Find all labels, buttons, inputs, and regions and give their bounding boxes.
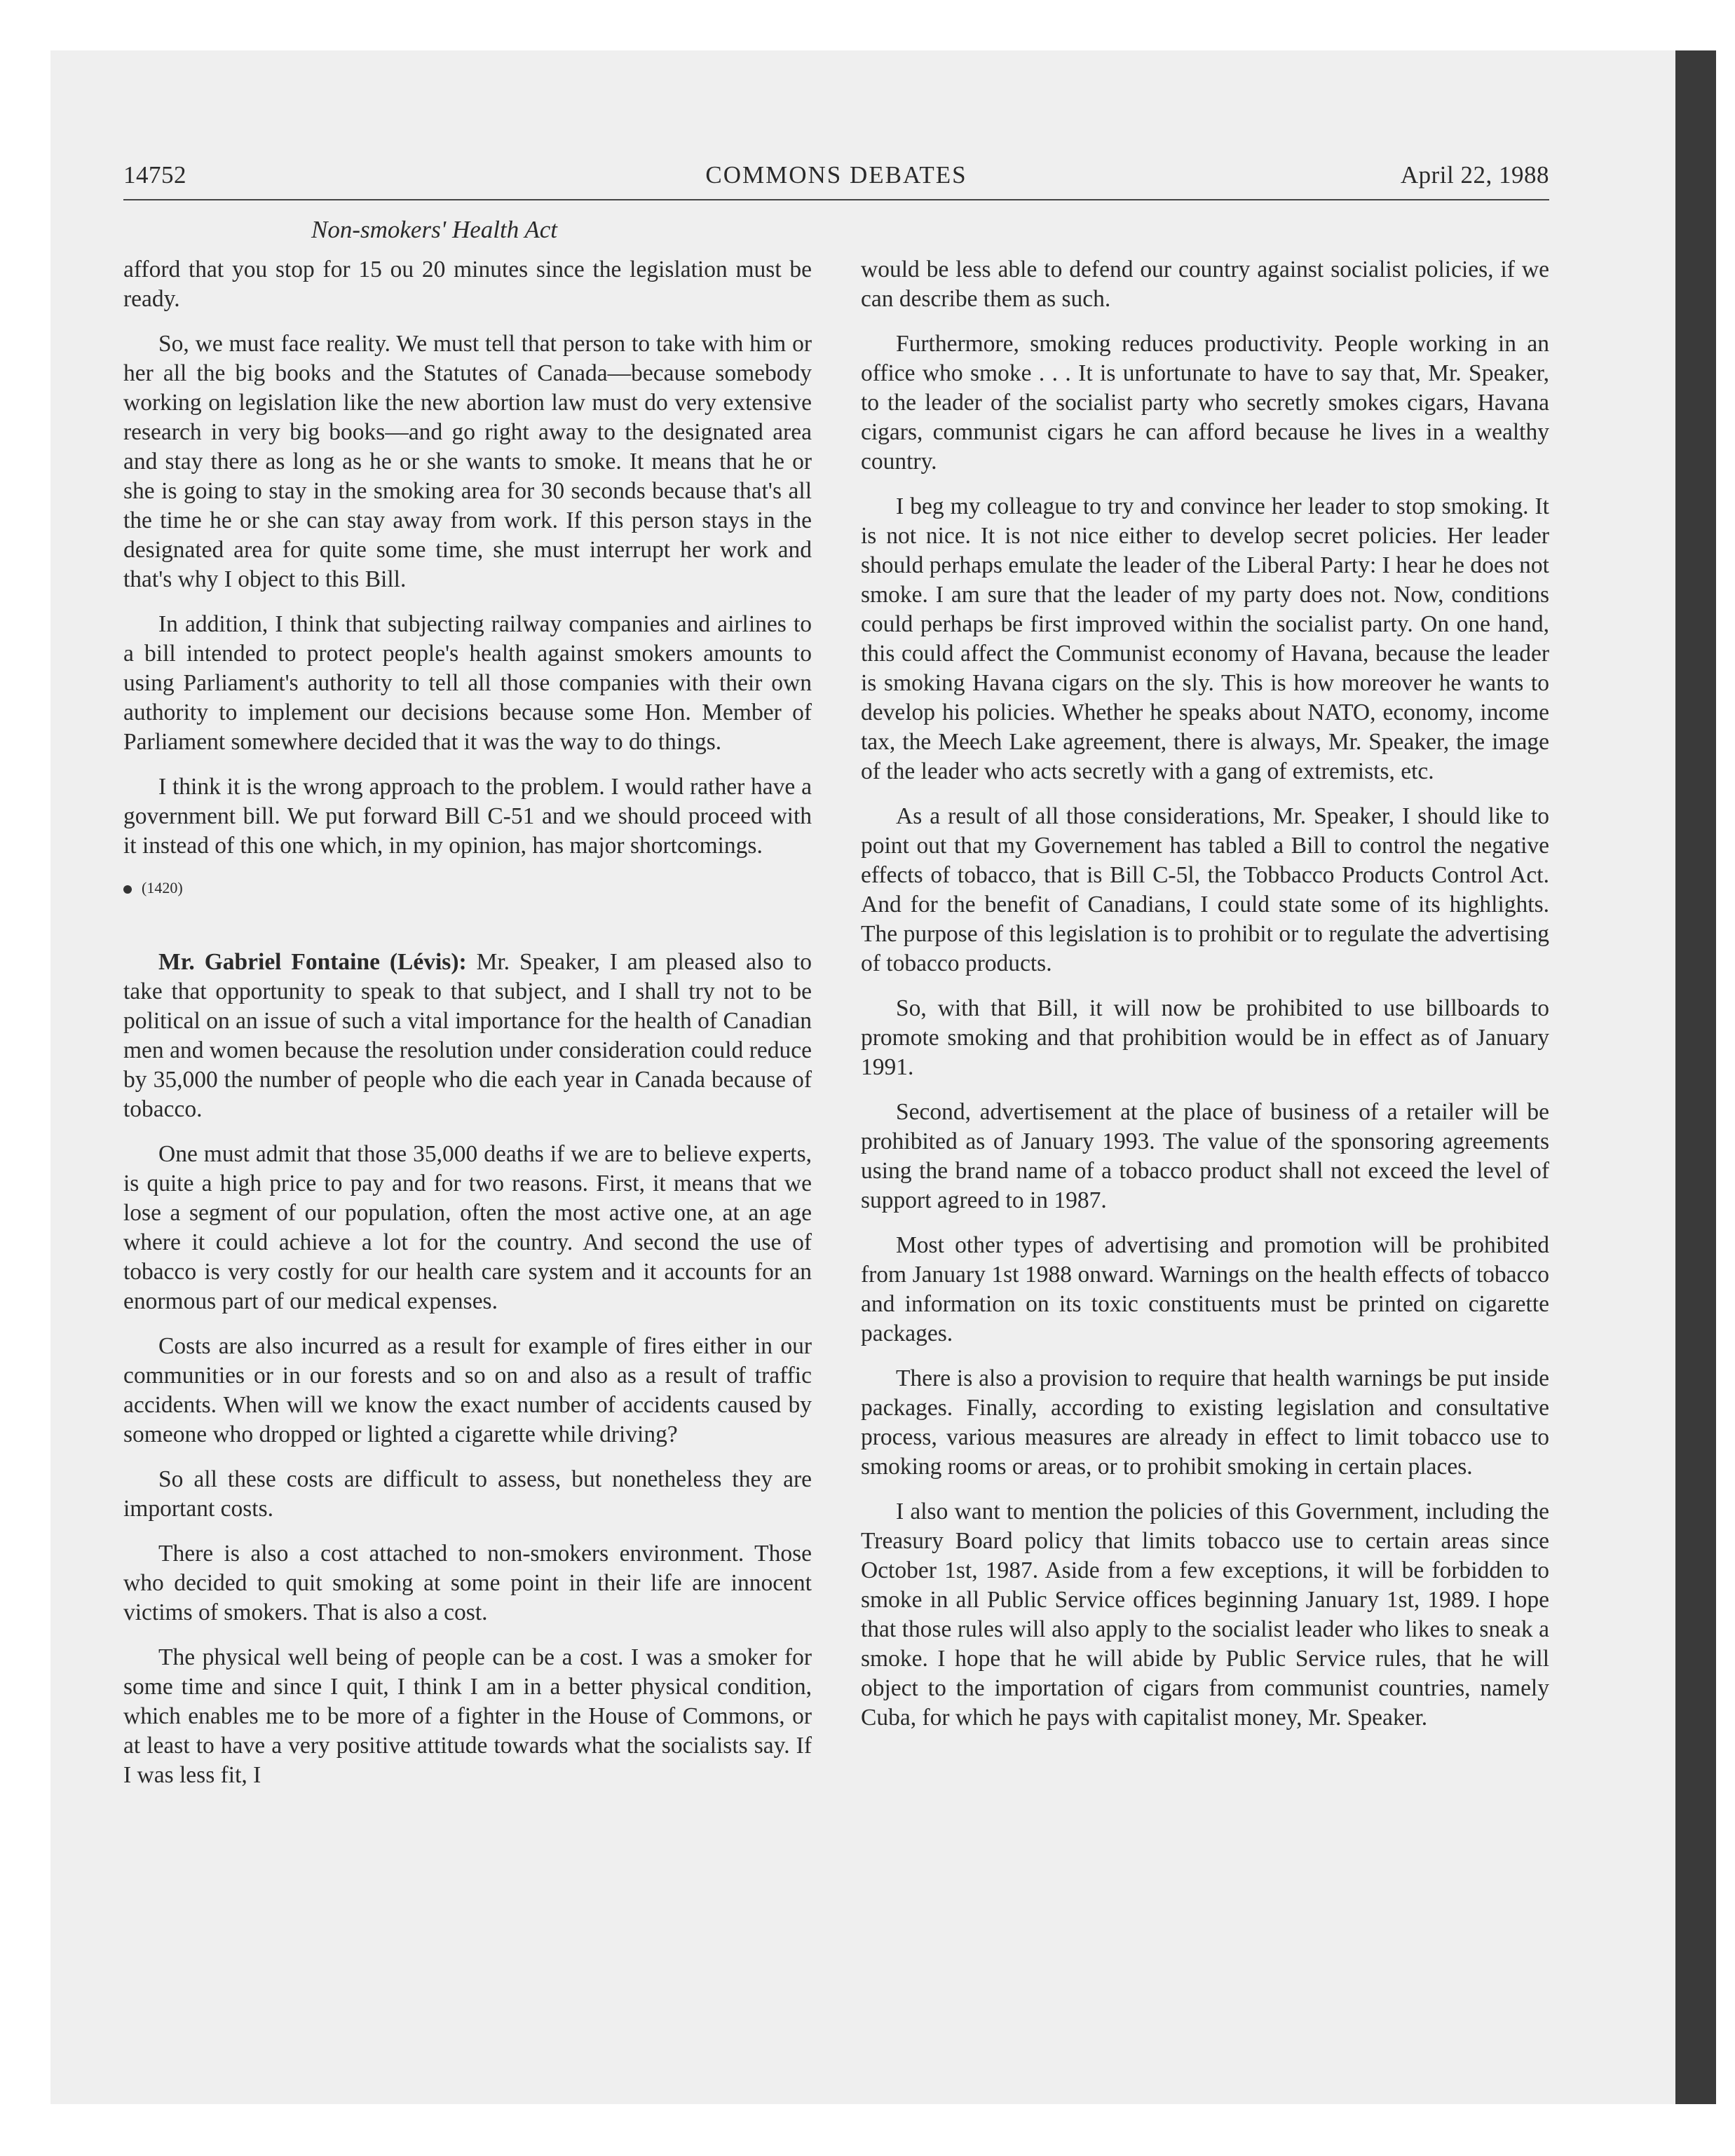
time-marker — [123, 878, 812, 899]
speech-text: Mr. Speaker, I am pleased also to take that opportunity to speak to that subject, and I shall try not to be political on an issue of such a vital importance for the health of Canadian men and women because the resolution under consideration could reduce by 35,000 the number of people who die each year in Canada because of tobacco. — [123, 949, 812, 1122]
paragraph: Most other types of advertising and promotion will be prohibited from January 1st 1988 onward. Warnings on the health effects of tobacco and information on its toxic constituents must be printed on cigarette packages. — [861, 1232, 1549, 1346]
paragraph: I also want to mention the policies of this Government, including the Treasury Board policy that limits tobacco use to certain areas since October 1st, 1987. Aside from a few exceptions, it will be forbidden to smoke in all Public Service offices beginning January 1st, 1989. I hope that those rules will also apply to the socialist leader who likes to sneak a smoke. I hope that he will abide by Public Service rules, that he will object to the importation of cigars from communist countries, namely Cuba, for which he pays with capitalist money, Mr. Speaker. — [861, 1499, 1549, 1731]
paragraph: So all these costs are difficult to assess, but nonetheless they are important costs. — [123, 1466, 812, 1522]
paragraph: So, we must face reality. We must tell that person to take with him or her all the big books and the Statutes of Canada—because somebody working on legislation like the new abortion law must do very extensive research in very big books—and go right away to the designated area and stay there as long as he or she wants to smoke. It means that he or she is going to stay in the smoking area for 30 seconds because that's all the time he or she can stay away from work. If this person stays in the designated area for quite some time, she must interrupt her work and that's why I object to this Bill. — [123, 331, 812, 592]
running-header — [123, 161, 1549, 196]
paragraph: Second, advertisement at the place of business of a retailer will be prohibited as of January 1993. The value of the sponsoring agreements using the brand name of a tobacco product shall not exceed the level of support agreed to in 1987. — [861, 1099, 1549, 1213]
section-subtitle: Non-smokers' Health Act — [311, 216, 557, 243]
paragraph: The physical well being of people can be a cost. I was a smoker for some time and since I quit, I think I am in a better physical condition, which enables me to be more of a fighter in the House of Commons, or at least to have a very positive attitude towards what the socialists say. If I was less fit, I — [123, 1644, 812, 1788]
binding-edge — [1675, 50, 1716, 2104]
publication-title: COMMONS DEBATES — [705, 161, 967, 189]
document-page — [123, 161, 1549, 1788]
paragraph: would be less able to defend our country against socialist policies, if we can describe them as such. — [861, 257, 1549, 312]
paragraph: As a result of all those considerations, Mr. Speaker, I should like to point out that my Governement has tabled a Bill to control the negative effects of tobacco, that is Bill C-5l, the Tobbacco Products Control Act. And for the benefit of Canadians, I could state some of its highlights. The purpose of this legislation is to prohibit or to regulate the advertising of tobacco products. — [861, 803, 1549, 976]
paragraph: afford that you stop for 15 ou 20 minutes since the legislation must be ready. — [123, 257, 812, 312]
paragraph: I beg my colleague to try and convince her leader to stop smoking. It is not nice. It is not nice either to develop secret policies. Her leader should perhaps emulate the leader of the Liberal Party: I hear he does not smoke. I am sure that the leader of my party does not. Now, conditions could perhaps be first improved within the socialist party. On one hand, this could affect the Communist economy of Havana, because the leader is smoking Havana cigars on the sly. This is how moreover he wants to develop his policies. Whether he speaks about NATO, economy, income tax, the Meech Lake agreement, there is always, Mr. Speaker, the image of the leader who acts secretly with a gang of extremists, etc. — [861, 493, 1549, 784]
left-column — [123, 255, 812, 1806]
paragraph: Furthermore, smoking reduces productivity. People working in an office who smoke . . . It is unfortunate to have to say that, Mr. Speaker, to the leader of the socialist party who secretly smokes cigars, Havana cigars, communist cigars he can afford because he lives in a wealthy country. — [861, 331, 1549, 475]
header-rule — [123, 199, 1549, 200]
paragraph: In addition, I think that subjecting railway companies and airlines to a bill intended to protect people's health against smokers amounts to using Parliament's authority to tell all those companies with their own authority to implement our decisions because some Hon. Member of Parliament somewhere decided that it was the way to do things. — [123, 611, 812, 755]
paragraph: One must admit that those 35,000 deaths if we are to believe experts, is quite a high price to pay and for two reasons. First, it means that we lose a segment of our population, often the most active one, at an age where it could achieve a lot for the country. And second the use of tobacco is very costly for our health care system and it accounts for an enormous part of our medical expenses. — [123, 1141, 812, 1314]
paragraph: I think it is the wrong approach to the problem. I would rather have a government bill. We put forward Bill C-51 and we should proceed with it instead of this one which, in my opinion, has major shortcomings. — [123, 774, 812, 859]
page-number: 14752 — [123, 161, 186, 189]
paragraph: Costs are also incurred as a result for example of fires either in our communities or in our forests and so on and also as a result of traffic accidents. When will we know the exact number of accidents caused by someone who dropped or lighted a cigarette while driving? — [123, 1333, 812, 1447]
bullet-icon — [123, 885, 132, 894]
speaker-paragraph — [123, 948, 812, 1124]
speaker-name: Mr. Gabriel Fontaine (Lévis): — [158, 949, 467, 975]
right-column — [861, 255, 1549, 1748]
paragraph: There is also a cost attached to non-smokers environment. Those who decided to quit smoking at some point in their life are innocent victims of smokers. That is also a cost. — [123, 1541, 812, 1625]
paragraph: There is also a provision to require that health warnings be put inside packages. Finally, according to existing legislation and consultative process, various measures are already in effect to limit tobacco use to smoking rooms or areas, or to prohibit smoking in certain places. — [861, 1365, 1549, 1480]
publication-date: April 22, 1988 — [1400, 161, 1549, 189]
time-marker-label: (1420) — [142, 879, 183, 896]
paragraph: So, with that Bill, it will now be prohibited to use billboards to promote smoking and that prohibition would be in effect as of January 1991. — [861, 995, 1549, 1080]
